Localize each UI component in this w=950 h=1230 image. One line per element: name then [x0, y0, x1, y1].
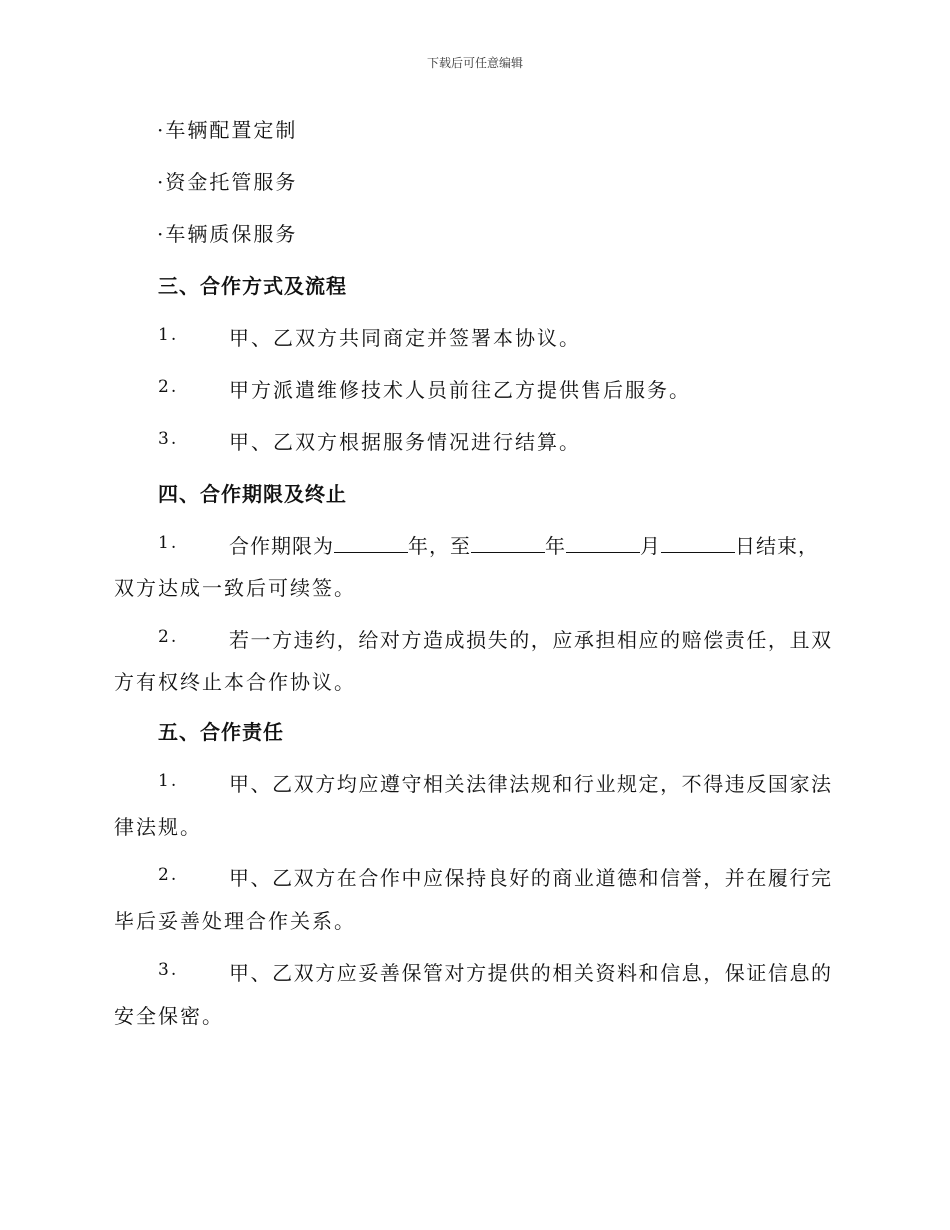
- item-text: 律法规。: [114, 815, 202, 839]
- item-number: 2.: [158, 377, 179, 397]
- item-number: 1.: [158, 771, 179, 791]
- term-text: 合作期限为: [229, 534, 334, 558]
- item-text: 安全保密。: [114, 1004, 224, 1028]
- item-number: 3.: [158, 429, 179, 449]
- item-text: 若一方违约，给对方造成损失的，应承担相应的赔偿责任，且双: [229, 628, 832, 652]
- term-text: 年，至: [408, 534, 471, 558]
- term-text: 日结束，: [735, 534, 819, 558]
- term-text: 月: [640, 534, 661, 558]
- section-heading-4: 四、合作期限及终止: [158, 482, 347, 506]
- term-text: 年: [545, 534, 566, 558]
- fill-blank[interactable]: [471, 534, 545, 553]
- fill-blank[interactable]: [566, 534, 640, 553]
- item-text-line: [229, 624, 832, 653]
- item-number: 2.: [158, 865, 179, 885]
- fill-blank[interactable]: [334, 534, 408, 553]
- item-text-line: [229, 862, 832, 891]
- item-text: 甲、乙双方应妥善保管对方提供的相关资料和信息，保证信息的: [229, 961, 832, 985]
- bullet-item: ·资金托管服务: [157, 170, 298, 194]
- item-text: 甲、乙双方均应遵守相关法律法规和行业规定，不得违反国家法: [229, 772, 832, 796]
- fill-blank[interactable]: [661, 534, 735, 553]
- item-text: 甲方派遣维修技术人员前往乙方提供售后服务。: [229, 378, 691, 402]
- item-number: 2.: [158, 627, 179, 647]
- item-text-line: [229, 768, 832, 797]
- item-text: 方有权终止本合作协议。: [114, 670, 356, 694]
- item-text: 毕后妥善处理合作关系。: [114, 909, 356, 933]
- term-line: [229, 530, 819, 559]
- page-header: 下载后可任意编辑: [426, 56, 523, 70]
- bullet-item: ·车辆质保服务: [157, 222, 298, 246]
- item-number: 1.: [158, 533, 179, 553]
- item-text: 甲、乙双方在合作中应保持良好的商业道德和信誉，并在履行完: [229, 866, 832, 890]
- item-text: 双方达成一致后可续签。: [114, 576, 356, 600]
- item-text: 甲、乙双方共同商定并签署本协议。: [229, 326, 581, 350]
- section-heading-5: 五、合作责任: [158, 720, 284, 744]
- item-text-line: [229, 957, 832, 986]
- item-number: 3.: [158, 960, 179, 980]
- item-text: 甲、乙双方根据服务情况进行结算。: [229, 430, 581, 454]
- bullet-item: ·车辆配置定制: [157, 118, 298, 142]
- item-number: 1.: [158, 325, 179, 345]
- section-heading-3: 三、合作方式及流程: [158, 274, 347, 298]
